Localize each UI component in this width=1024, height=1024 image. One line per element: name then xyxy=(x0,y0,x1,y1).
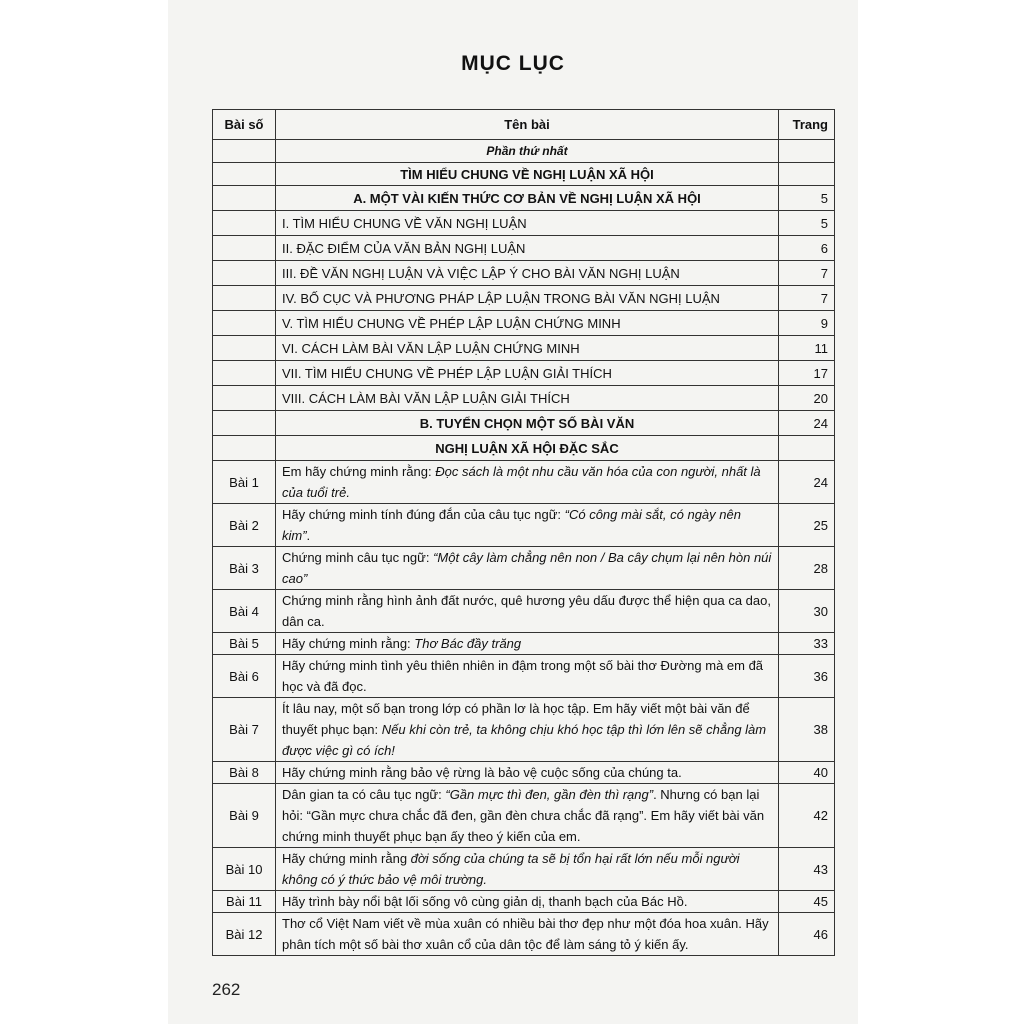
section-b-row xyxy=(213,411,835,436)
toc-table xyxy=(212,109,835,956)
toc-item-page: 20 xyxy=(779,386,835,411)
toc-item-title: VI. CÁCH LÀM BÀI VĂN LẬP LUẬN CHỨNG MINH xyxy=(276,336,779,361)
lesson-page: 25 xyxy=(779,504,835,547)
toc-item-page: 6 xyxy=(779,236,835,261)
lesson-row xyxy=(213,547,835,590)
section-b-title-line2: NGHỊ LUẬN XÃ HỘI ĐẶC SẮC xyxy=(276,436,779,461)
lesson-title: Hãy chứng minh rằng: Thơ Bác đầy trăng xyxy=(276,633,779,655)
lesson-page: 40 xyxy=(779,762,835,784)
book-page xyxy=(168,0,858,1024)
toc-item-page: 7 xyxy=(779,286,835,311)
toc-item-title: VII. TÌM HIỂU CHUNG VỀ PHÉP LẬP LUẬN GIẢI THÍCH xyxy=(276,361,779,386)
lesson-page: 38 xyxy=(779,698,835,762)
part-title: TÌM HIỂU CHUNG VỀ NGHỊ LUẬN XÃ HỘI xyxy=(276,163,779,186)
toc-item-title: I. TÌM HIỂU CHUNG VỀ VĂN NGHỊ LUẬN xyxy=(276,211,779,236)
lesson-title: Em hãy chứng minh rằng: Đọc sách là một nhu cầu văn hóa của con người, nhất là của tuổi trẻ. xyxy=(276,461,779,504)
lesson-title: Hãy chứng minh rằng đời sống của chúng ta sẽ bị tổn hại rất lớn nếu mỗi người không có ý thức bảo vệ môi trường. xyxy=(276,848,779,891)
section-a-row xyxy=(213,186,835,211)
part-title-row xyxy=(213,163,835,186)
lesson-title: Hãy chứng minh rằng bảo vệ rừng là bảo vệ cuộc sống của chúng ta. xyxy=(276,762,779,784)
lesson-page: 30 xyxy=(779,590,835,633)
toc-row xyxy=(213,211,835,236)
lesson-number: Bài 6 xyxy=(213,655,276,698)
lesson-title: Chứng minh câu tục ngữ: “Một cây làm chẳng nên non / Ba cây chụm lại nên hòn núi cao” xyxy=(276,547,779,590)
toc-item-page: 17 xyxy=(779,361,835,386)
lesson-page: 33 xyxy=(779,633,835,655)
lesson-title: Dân gian ta có câu tục ngữ: “Gần mực thì đen, gần đèn thì rạng”. Nhưng có bạn lại hỏi: “Gần mực chưa chắc đã đen, gần đèn chưa chắc đã rạng”. Em hãy viết bài văn chứng minh thuyết phục bạn ấy theo ý kiến của em. xyxy=(276,784,779,848)
section-a-page: 5 xyxy=(779,186,835,211)
lesson-row xyxy=(213,504,835,547)
toc-item-title: III. ĐỀ VĂN NGHỊ LUẬN VÀ VIỆC LẬP Ý CHO BÀI VĂN NGHỊ LUẬN xyxy=(276,261,779,286)
toc-row xyxy=(213,361,835,386)
lesson-row xyxy=(213,762,835,784)
lesson-number: Bài 4 xyxy=(213,590,276,633)
lesson-page: 28 xyxy=(779,547,835,590)
section-b-row-2 xyxy=(213,436,835,461)
lesson-number: Bài 11 xyxy=(213,891,276,913)
toc-row xyxy=(213,261,835,286)
toc-item-title: II. ĐẶC ĐIỂM CỦA VĂN BẢN NGHỊ LUẬN xyxy=(276,236,779,261)
toc-item-title: IV. BỐ CỤC VÀ PHƯƠNG PHÁP LẬP LUẬN TRONG BÀI VĂN NGHỊ LUẬN xyxy=(276,286,779,311)
part-row xyxy=(213,140,835,163)
lesson-title: Hãy trình bày nổi bật lối sống vô cùng giản dị, thanh bạch của Bác Hồ. xyxy=(276,891,779,913)
lesson-page: 45 xyxy=(779,891,835,913)
lesson-title: Thơ cổ Việt Nam viết về mùa xuân có nhiều bài thơ đẹp như một đóa hoa xuân. Hãy phân tích một số bài thơ xuân cổ của dân tộc để làm sáng tỏ ý kiến ấy. xyxy=(276,913,779,956)
section-a-title: A. MỘT VÀI KIẾN THỨC CƠ BẢN VỀ NGHỊ LUẬN XÃ HỘI xyxy=(276,186,779,211)
lesson-row xyxy=(213,784,835,848)
lesson-row xyxy=(213,848,835,891)
lesson-number: Bài 2 xyxy=(213,504,276,547)
lesson-row xyxy=(213,590,835,633)
lesson-number: Bài 10 xyxy=(213,848,276,891)
lesson-number: Bài 7 xyxy=(213,698,276,762)
page-title: MỤC LỤC xyxy=(461,52,565,75)
lesson-row xyxy=(213,891,835,913)
lesson-page: 24 xyxy=(779,461,835,504)
toc-row xyxy=(213,236,835,261)
section-b-title-line1: B. TUYỂN CHỌN MỘT SỐ BÀI VĂN xyxy=(276,411,779,436)
lesson-row xyxy=(213,655,835,698)
lesson-page: 36 xyxy=(779,655,835,698)
lesson-number: Bài 1 xyxy=(213,461,276,504)
page-number: 262 xyxy=(212,980,241,999)
toc-item-page: 7 xyxy=(779,261,835,286)
part-label: Phần thứ nhất xyxy=(486,144,568,158)
lesson-title: Hãy chứng minh tính đúng đắn của câu tục ngữ: “Có công mài sắt, có ngày nên kim”. xyxy=(276,504,779,547)
header-name: Tên bài xyxy=(276,110,779,140)
lesson-row xyxy=(213,461,835,504)
lesson-title: Chứng minh rằng hình ảnh đất nước, quê hương yêu dấu được thể hiện qua ca dao, dân ca. xyxy=(276,590,779,633)
lesson-page: 43 xyxy=(779,848,835,891)
lesson-number: Bài 9 xyxy=(213,784,276,848)
lesson-row xyxy=(213,633,835,655)
toc-item-page: 5 xyxy=(779,211,835,236)
toc-row xyxy=(213,286,835,311)
lesson-number: Bài 3 xyxy=(213,547,276,590)
lesson-row xyxy=(213,698,835,762)
lesson-row xyxy=(213,913,835,956)
toc-row xyxy=(213,336,835,361)
lesson-page: 42 xyxy=(779,784,835,848)
header-page: Trang xyxy=(779,110,835,140)
header-num: Bài số xyxy=(213,110,276,140)
toc-item-title: VIII. CÁCH LÀM BÀI VĂN LẬP LUẬN GIẢI THÍCH xyxy=(276,386,779,411)
lesson-number: Bài 8 xyxy=(213,762,276,784)
toc-item-page: 9 xyxy=(779,311,835,336)
toc-header-row xyxy=(213,110,835,140)
bleed-through-text: ​ xyxy=(618,34,622,49)
toc-item-page: 11 xyxy=(779,336,835,361)
lesson-number: Bài 12 xyxy=(213,913,276,956)
lesson-title: Ít lâu nay, một số bạn trong lớp có phần lơ là học tập. Em hãy viết một bài văn để thuyết phục bạn: Nếu khi còn trẻ, ta không chịu khó học tập thì lớn lên sẽ chẳng làm được việc gì có ích! xyxy=(276,698,779,762)
toc-row xyxy=(213,311,835,336)
lesson-title: Hãy chứng minh tình yêu thiên nhiên in đậm trong một số bài thơ Đường mà em đã học và đã đọc. xyxy=(276,655,779,698)
lesson-page: 46 xyxy=(779,913,835,956)
toc-row xyxy=(213,386,835,411)
section-b-page: 24 xyxy=(779,411,835,436)
lesson-number: Bài 5 xyxy=(213,633,276,655)
toc-item-title: V. TÌM HIỂU CHUNG VỀ PHÉP LẬP LUẬN CHỨNG MINH xyxy=(276,311,779,336)
